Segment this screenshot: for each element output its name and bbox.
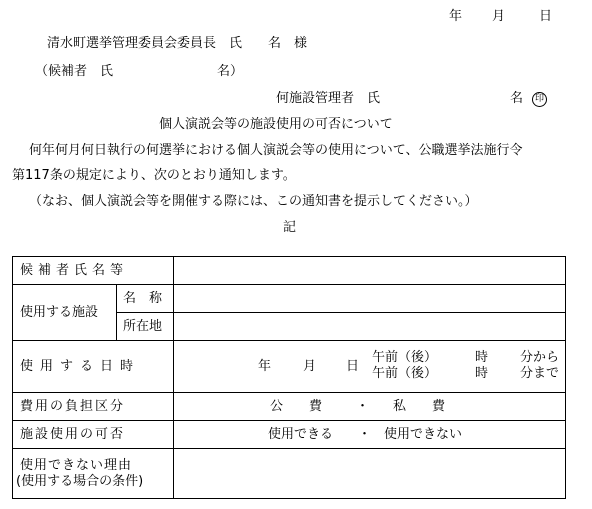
manager-name-suffix: 名 [510, 91, 524, 106]
facility-label: 使用する施設 [20, 305, 99, 320]
seal-icon: 印 [532, 92, 547, 107]
row-divider [12, 284, 566, 285]
dt-end-hour: 時 [475, 366, 489, 381]
date-month-label: 月 [492, 9, 506, 24]
facility-address-label: 所在地 [123, 319, 163, 334]
date-year-label: 年 [449, 9, 463, 24]
cost-private: 私 費 [393, 399, 446, 414]
availability-no: 使用できない [384, 427, 463, 442]
candidate-name-label: 候補者氏名等 [20, 263, 129, 278]
row-divider [12, 392, 566, 393]
facility-name-label: 名 称 [123, 291, 163, 306]
cost-separator: ・ [356, 399, 370, 414]
note-line: （なお、個人演説会等を開催する際には、この通知書を提示してください。） [29, 194, 478, 209]
cost-label: 費用の負担区分 [20, 399, 126, 414]
date-day-label: 日 [539, 9, 553, 24]
datetime-label: 使用する日時 [20, 359, 141, 374]
dt-day: 日 [346, 359, 360, 374]
ki-label: 記 [283, 220, 297, 235]
availability-yes: 使用できる [268, 427, 334, 442]
row-divider [12, 420, 566, 421]
dt-end-min: 分まで [520, 366, 560, 381]
availability-label: 施設使用の可否 [20, 427, 126, 442]
row-divider [116, 312, 566, 313]
dt-start-ampm: 午前（後） [372, 350, 438, 365]
dt-start-min: 分から [520, 350, 560, 365]
row-divider [12, 340, 566, 341]
reason-label-line-1: 使用できない理由 [20, 458, 133, 473]
dt-start-hour: 時 [475, 350, 489, 365]
table-border-bottom [12, 498, 566, 499]
cost-public: 公 費 [270, 399, 323, 414]
table-border-top [12, 256, 566, 257]
row-divider [12, 448, 566, 449]
dt-month: 月 [303, 359, 317, 374]
addressee: 清水町選挙管理委員会委員長 氏 名 様 [47, 36, 308, 51]
dt-year: 年 [258, 359, 272, 374]
body-line-1: 何年何月何日執行の何選挙における個人演説会等の使用について、公職選挙法施行令 [29, 143, 523, 158]
document-title: 個人演説会等の施設使用の可否について [159, 117, 393, 132]
table-border-left [12, 256, 13, 499]
notification-form-table [12, 256, 566, 499]
column-divider [173, 256, 174, 499]
manager-label: 何施設管理者 氏 [276, 91, 381, 106]
column-divider [116, 284, 117, 340]
table-border-right [565, 256, 566, 499]
availability-separator: ・ [358, 427, 372, 442]
body-line-2: 第117条の規定により、次のとおり通知します。 [12, 168, 296, 183]
dt-end-ampm: 午前（後） [372, 366, 438, 381]
candidate-line: （候補者 氏 名） [35, 64, 244, 79]
reason-label-line-2: (使用する場合の条件) [16, 474, 144, 489]
